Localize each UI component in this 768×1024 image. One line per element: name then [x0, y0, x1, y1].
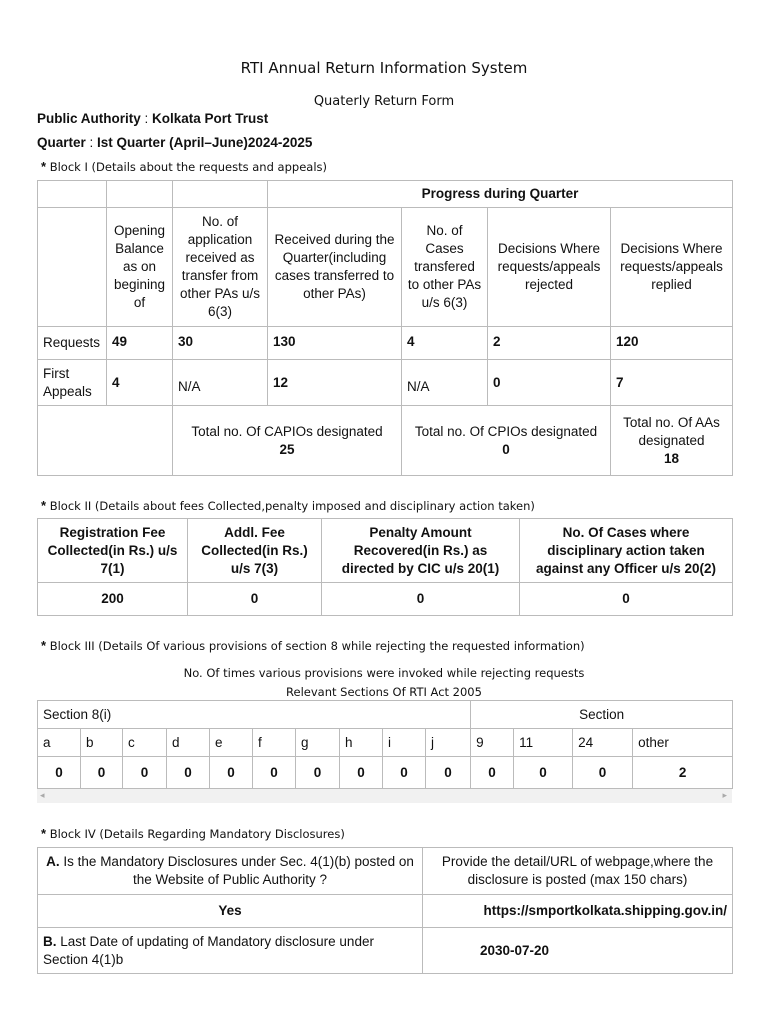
quarter-value: Ist Quarter (April–June)2024-2025 [97, 135, 313, 150]
sub-header-i: i [383, 729, 426, 757]
disclosure-url-question: Provide the detail/URL of webpage,where the disclosure is posted (max 150 chars) [423, 848, 733, 895]
question-a-text: Is the Mandatory Disclosures under Sec. 4(1)(b) posted on the Website of Public Authority ? [63, 854, 414, 887]
value-d: 0 [167, 757, 210, 789]
block4-label-text: Block IV (Details Regarding Mandatory Disclosures) [49, 827, 345, 841]
value-i: 0 [383, 757, 426, 789]
aa-label: Total no. Of AAs designated [623, 414, 720, 448]
sub-header-a: a [38, 729, 81, 757]
empty-cell [38, 406, 173, 476]
value-j: 0 [426, 757, 471, 789]
col-penalty: Penalty Amount Recovered(in Rs.) as directed by CIC u/s 20(1) [322, 519, 520, 583]
form-subtitle: Quaterly Return Form [313, 94, 455, 109]
block1-label [41, 159, 327, 174]
value-f: 0 [253, 757, 296, 789]
sub-header-c: c [123, 729, 167, 757]
sub-header-e: e [210, 729, 253, 757]
block3-table [37, 700, 733, 789]
block4-table [37, 847, 733, 974]
block3-label [41, 638, 585, 653]
horizontal-scrollbar[interactable] [37, 789, 732, 803]
empty-cell [38, 181, 107, 208]
disclosure-question-b [38, 928, 423, 974]
scroll-left-arrow-icon[interactable]: ◂ [40, 790, 45, 800]
progress-header: Progress during Quarter [268, 181, 733, 208]
authority-label: Public Authority [37, 111, 141, 126]
disciplinary-value: 0 [520, 583, 733, 616]
required-star: * [41, 638, 47, 653]
sub-header-h: h [340, 729, 383, 757]
capio-label: Total no. Of CAPIOs designated [191, 423, 383, 439]
disclosure-url: https://smportkolkata.shipping.gov.in/ [423, 895, 733, 928]
appeals-received-transfer: N/A [173, 360, 268, 406]
required-star: * [41, 498, 47, 513]
block3-label-text: Block III (Details Of various provisions of section 8 while rejecting the requested information) [49, 639, 585, 653]
empty-cell [173, 181, 268, 208]
sub-header-other: other [633, 729, 733, 757]
page-title: RTI Annual Return Information System [240, 59, 528, 77]
sub-header-g: g [296, 729, 340, 757]
aa-value: 18 [664, 450, 680, 466]
requests-replied: 120 [611, 327, 733, 360]
sub-header-f: f [253, 729, 296, 757]
capio-total [173, 406, 402, 476]
col-rejected: Decisions Where requests/appeals rejected [488, 208, 611, 327]
value-11: 0 [514, 757, 573, 789]
value-24: 0 [573, 757, 633, 789]
col-replied: Decisions Where requests/appeals replied [611, 208, 733, 327]
public-authority: Public Authority : Kolkata Port Trust [37, 111, 269, 126]
requests-label: Requests [38, 327, 107, 360]
penalty-value: 0 [322, 583, 520, 616]
value-9: 0 [471, 757, 514, 789]
capio-value: 25 [279, 441, 295, 457]
empty-cell [38, 208, 107, 327]
col-received-transfer: No. of application received as transfer from other PAs u/s 6(3) [173, 208, 268, 327]
appeals-opening: 4 [107, 360, 173, 406]
sub-header-b: b [81, 729, 123, 757]
question-b-prefix: B. [43, 933, 57, 949]
aa-total [611, 406, 733, 476]
requests-rejected: 2 [488, 327, 611, 360]
addl-fee-value: 0 [188, 583, 322, 616]
section8-header: Section 8(i) [38, 701, 471, 729]
value-e: 0 [210, 757, 253, 789]
block1-label-text: Block I (Details about the requests and appeals) [49, 160, 327, 174]
col-disciplinary: No. Of Cases where disciplinary action taken against any Officer u/s 20(2) [520, 519, 733, 583]
requests-opening: 49 [107, 327, 173, 360]
value-c: 0 [123, 757, 167, 789]
cpio-total [402, 406, 611, 476]
value-b: 0 [81, 757, 123, 789]
authority-value: Kolkata Port Trust [152, 111, 269, 126]
block3-note-sections: Relevant Sections Of RTI Act 2005 [286, 685, 482, 699]
sub-header-d: d [167, 729, 210, 757]
col-transferred: No. of Cases transfered to other PAs u/s 6(3) [402, 208, 488, 327]
sub-header-24: 24 [573, 729, 633, 757]
cpio-value: 0 [502, 441, 510, 457]
disclosure-question-a [38, 848, 423, 895]
appeals-replied: 7 [611, 360, 733, 406]
cpio-label: Total no. Of CPIOs designated [414, 423, 598, 439]
block3-note-provisions: No. Of times various provisions were invoked while rejecting requests [183, 666, 585, 680]
col-registration-fee: Registration Fee Collected(in Rs.) u/s 7(1) [38, 519, 188, 583]
registration-fee-value: 200 [38, 583, 188, 616]
value-g: 0 [296, 757, 340, 789]
quarter: Quarter : Ist Quarter (April–June)2024-2025 [37, 135, 313, 150]
requests-received-transfer: 30 [173, 327, 268, 360]
disclosure-answer-a: Yes [38, 895, 423, 928]
value-h: 0 [340, 757, 383, 789]
sub-header-9: 9 [471, 729, 514, 757]
requests-transferred: 4 [402, 327, 488, 360]
block2-table [37, 518, 733, 616]
scroll-right-arrow-icon[interactable]: ▸ [722, 790, 727, 800]
question-b-text: Last Date of updating of Mandatory disclosure under Section 4(1)b [43, 933, 374, 967]
col-opening-balance: Opening Balance as on begining of [107, 208, 173, 327]
disclosure-last-updated: 2030-07-20 [423, 928, 733, 974]
appeals-transferred: N/A [402, 360, 488, 406]
sub-header-j: j [426, 729, 471, 757]
block2-label-text: Block II (Details about fees Collected,penalty imposed and disciplinary action taken) [49, 499, 535, 513]
question-a-prefix: A. [46, 854, 60, 869]
requests-received-quarter: 130 [268, 327, 402, 360]
quarter-label: Quarter [37, 135, 86, 150]
appeals-label: First Appeals [38, 360, 107, 406]
block2-label [41, 498, 535, 513]
block4-label [41, 826, 345, 841]
section-header: Section [471, 701, 733, 729]
appeals-rejected: 0 [488, 360, 611, 406]
sub-header-11: 11 [514, 729, 573, 757]
appeals-received-quarter: 12 [268, 360, 402, 406]
empty-cell [107, 181, 173, 208]
value-a: 0 [38, 757, 81, 789]
col-addl-fee: Addl. Fee Collected(in Rs.) u/s 7(3) [188, 519, 322, 583]
required-star: * [41, 159, 47, 174]
value-other: 2 [633, 757, 733, 789]
block1-table [37, 180, 733, 476]
col-received-quarter: Received during the Quarter(including cases transferred to other PAs) [268, 208, 402, 327]
required-star: * [41, 826, 47, 841]
